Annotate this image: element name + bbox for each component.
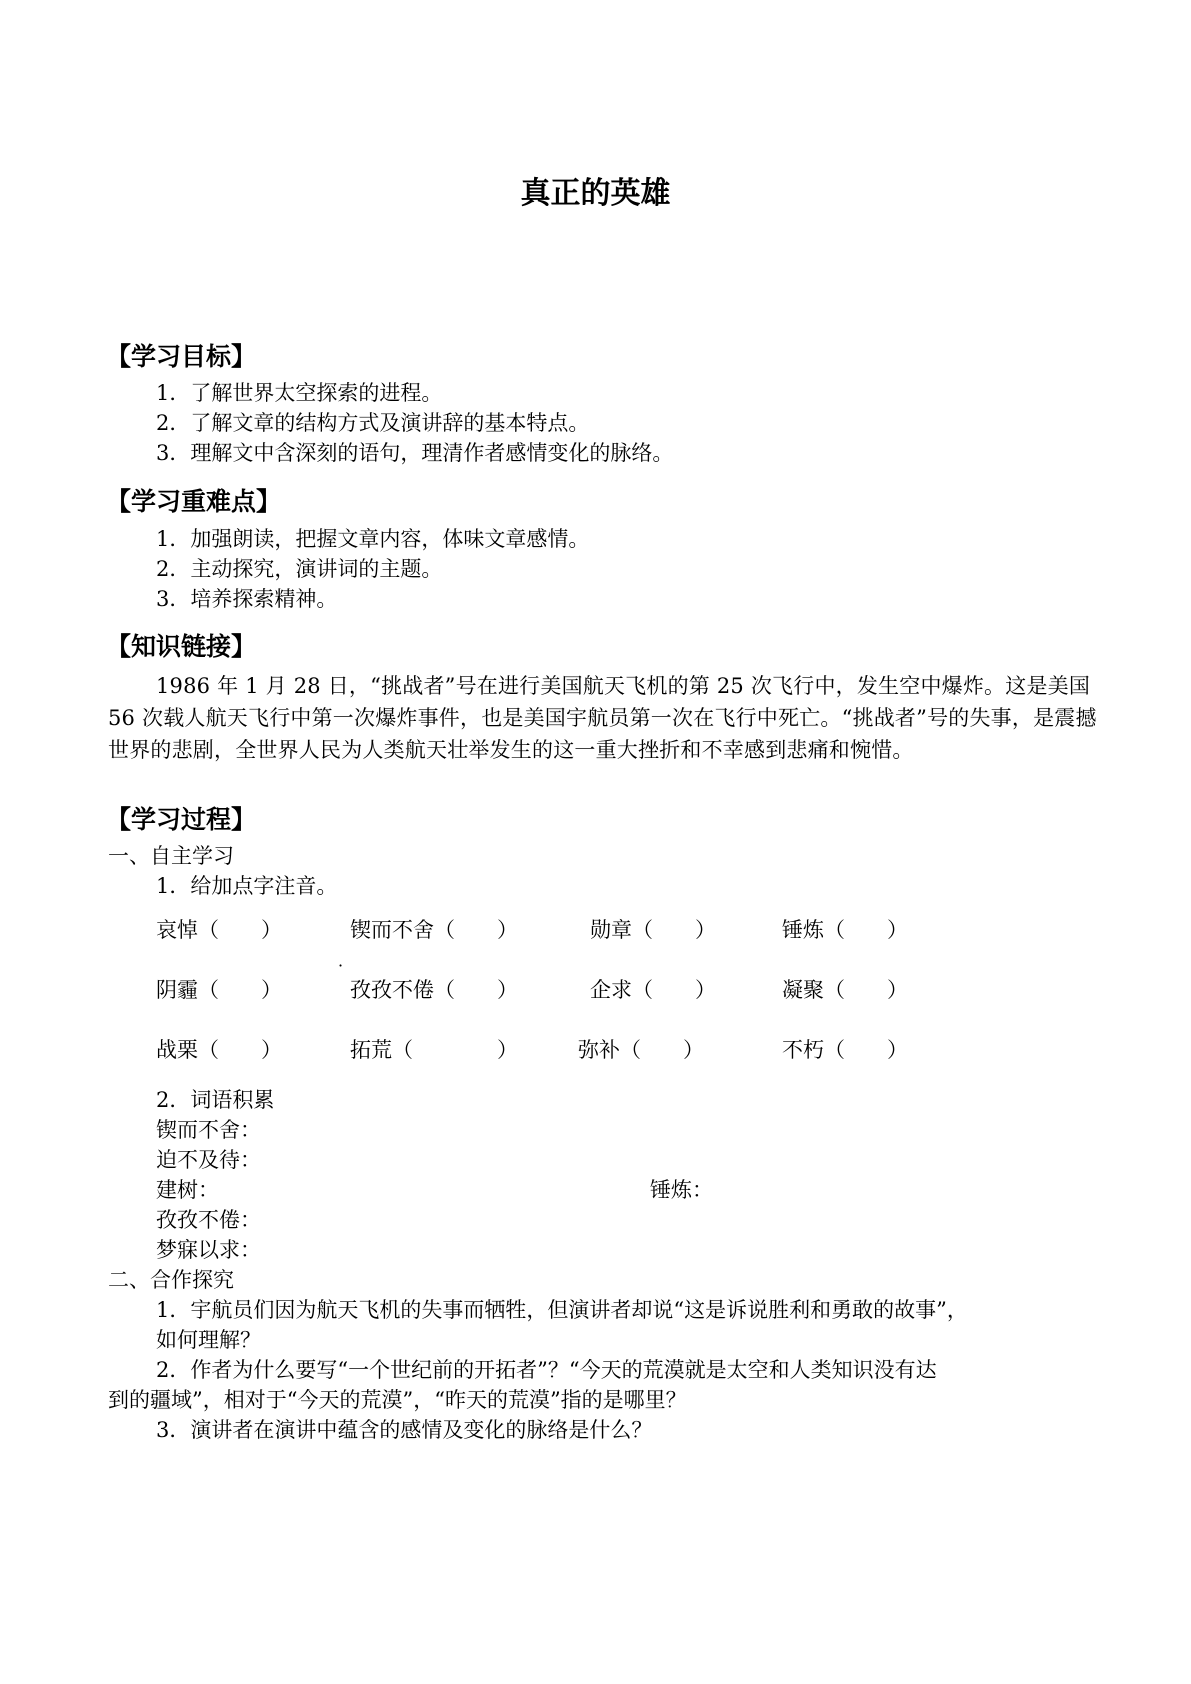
vocab-item: 锲而不舍： — [156, 1118, 261, 1142]
pinyin-item: 勋章（ ） — [590, 918, 716, 942]
question-vocab: 2．词语积累 — [156, 1088, 275, 1112]
heading-knowledge: 【知识链接】 — [106, 632, 257, 661]
vocab-item: 建树： — [156, 1178, 219, 1202]
part-cooperative: 二、合作探究 — [108, 1268, 234, 1292]
key-point-item: 1．加强朗读，把握文章内容，体味文章感情。 — [156, 527, 590, 551]
pinyin-item: 企求（ ） — [590, 978, 716, 1002]
key-point-item: 2．主动探究，演讲词的主题。 — [156, 557, 443, 581]
objective-item: 3．理解文中含深刻的语句，理清作者感情变化的脉络。 — [156, 441, 674, 465]
objective-item: 2．了解文章的结构方式及演讲辞的基本特点。 — [156, 411, 590, 435]
pinyin-item: 弥补（ ） — [578, 1038, 704, 1062]
question-line: 2．作者为什么要写“一个世纪前的开拓者”？“今天的荒漠就是太空和人类知识没有达 — [156, 1358, 937, 1382]
knowledge-paragraph: 1986 年 1 月 28 日，“挑战者”号在进行美国航天飞机的第 25 次飞行中，发生空中爆炸。这是美国 56 次载人航天飞行中第一次爆炸事件，也是美国宇航员第一次在飞行中死亡。“挑战者”号的失事，是震撼世界的悲剧，全世界人民为人类航天壮举发生的这一重大挫折和不幸感到悲痛和惋惜。 — [108, 674, 1097, 762]
pinyin-item: 哀悼（ ） — [156, 918, 282, 942]
emphasis-dot: · — [338, 956, 344, 975]
heading-process: 【学习过程】 — [106, 805, 257, 834]
heading-objectives: 【学习目标】 — [106, 342, 257, 371]
pinyin-item: 凝聚（ ） — [782, 978, 908, 1002]
objective-item: 1．了解世界太空探索的进程。 — [156, 381, 443, 405]
vocab-item: 梦寐以求： — [156, 1238, 261, 1262]
pinyin-item: 阴霾（ ） — [156, 978, 282, 1002]
key-point-item: 3．培养探索精神。 — [156, 587, 338, 611]
part-self-study: 一、自主学习 — [108, 844, 234, 868]
question-pinyin: 1．给加点字注音。 — [156, 874, 338, 898]
pinyin-item: 拓荒（ ） — [350, 1038, 518, 1062]
pinyin-item: 孜孜不倦（ ） — [350, 978, 518, 1002]
question-line: 如何理解？ — [156, 1328, 261, 1352]
vocab-item: 锤炼： — [650, 1178, 713, 1202]
question-line: 到的疆域”，相对于“今天的荒漠”，“昨天的荒漠”指的是哪里？ — [108, 1388, 687, 1412]
pinyin-item: 锤炼（ ） — [782, 918, 908, 942]
vocab-item: 迫不及待： — [156, 1148, 261, 1172]
question-line: 3．演讲者在演讲中蕴含的感情及变化的脉络是什么？ — [156, 1418, 653, 1442]
page-title: 真正的英雄 — [520, 176, 671, 211]
heading-key-points: 【学习重难点】 — [106, 487, 282, 516]
question-line: 1．宇航员们因为航天飞机的失事而牺牲，但演讲者却说“这是诉说胜利和勇敢的故事”， — [156, 1298, 968, 1322]
vocab-item: 孜孜不倦： — [156, 1208, 261, 1232]
pinyin-item: 战栗（ ） — [156, 1038, 282, 1062]
pinyin-item: 锲而不舍（ ） — [350, 918, 518, 942]
pinyin-item: 不朽（ ） — [782, 1038, 908, 1062]
